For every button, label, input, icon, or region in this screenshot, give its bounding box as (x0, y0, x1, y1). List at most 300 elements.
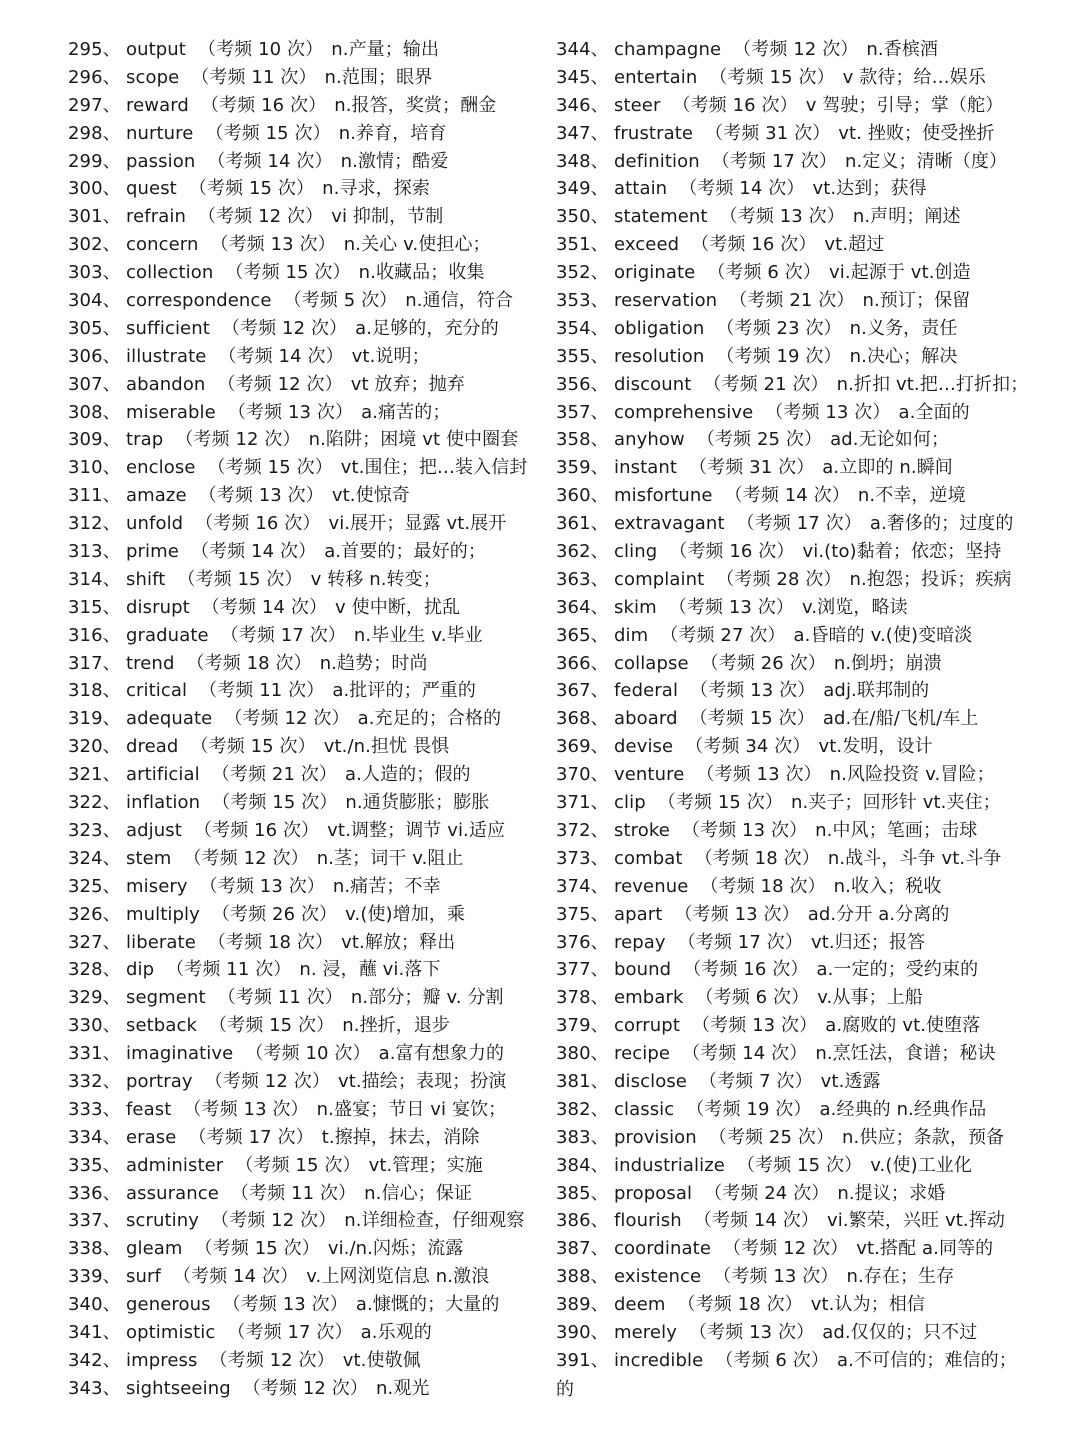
entry-word: amaze (126, 485, 187, 507)
entry-definition: vt.透露 (820, 1070, 881, 1092)
entry-number: 330、 (68, 1015, 121, 1037)
vocab-entry (556, 956, 1056, 984)
entry-word: aboard (614, 708, 678, 730)
entry-word: optimistic (126, 1321, 216, 1343)
entry-frequency: （考频 12 次） (209, 1349, 335, 1371)
entry-number: 352、 (556, 262, 609, 284)
entry-frequency: （考频 15 次） (709, 66, 835, 88)
entry-frequency: （考频 31 次） (705, 122, 831, 144)
vocab-entry (68, 231, 568, 259)
entry-frequency: （考频 12 次） (217, 373, 343, 395)
entry-frequency: （考频 6 次） (695, 987, 810, 1009)
entry-word: extravagant (614, 513, 725, 535)
entry-frequency: （考频 11 次） (217, 987, 343, 1009)
entry-number: 374、 (556, 875, 609, 897)
entry-definition: v 驾驶；引导；掌（舵） (805, 94, 1004, 116)
vocab-entry (556, 259, 1056, 287)
entry-definition: t.擦掉，抹去，消除 (321, 1126, 480, 1148)
entry-definition: a.全面的 (898, 401, 970, 423)
entry-frequency: （考频 23 次） (716, 317, 842, 339)
entry-word: resolution (614, 345, 705, 367)
vocab-entry (68, 343, 568, 371)
entry-number: 383、 (556, 1126, 609, 1148)
entry-number: 339、 (68, 1266, 121, 1288)
entry-frequency: （考频 13 次） (719, 206, 845, 228)
entry-definition: n.通货膨胀；膨胀 (345, 792, 490, 814)
entry-word: concern (126, 234, 199, 256)
entry-word: artificial (126, 764, 200, 786)
entry-word: liberate (126, 931, 196, 953)
entry-number: 315、 (68, 596, 121, 618)
vocab-entry (556, 287, 1056, 315)
entry-number: 378、 (556, 987, 609, 1009)
entry-definition: n.详细检查，仔细观察 (344, 1210, 525, 1232)
vocab-entry (556, 1152, 1056, 1180)
entry-frequency: （考频 12 次） (723, 1238, 849, 1260)
entry-frequency: （考频 15 次） (212, 792, 338, 814)
entry-word: reservation (614, 290, 718, 312)
entry-word: complaint (614, 568, 705, 590)
entry-definition: vi.(to)黏着；依恋；坚持 (802, 541, 1002, 563)
entry-number: 307、 (68, 373, 121, 395)
entry-word: instant (614, 457, 678, 479)
entry-word: dim (614, 624, 649, 646)
vocab-entry (68, 399, 568, 427)
entry-word: corrupt (614, 1015, 680, 1037)
vocab-entry (556, 1347, 1056, 1375)
entry-word: refrain (126, 206, 186, 228)
entry-definition: n.收藏品；收集 (358, 262, 485, 284)
vocab-entry (68, 64, 568, 92)
entry-frequency: （考频 19 次） (716, 345, 842, 367)
entry-frequency: （考频 13 次） (198, 485, 324, 507)
entry-definition: n.痛苦；不幸 (332, 875, 441, 897)
vocab-entry (556, 1124, 1056, 1152)
vocab-entry (556, 929, 1056, 957)
entry-number: 325、 (68, 875, 121, 897)
entry-word: portray (126, 1070, 193, 1092)
entry-number: 350、 (556, 206, 609, 228)
entry-word: definition (614, 150, 700, 172)
entry-number: 320、 (68, 736, 121, 758)
vocab-entry (556, 1207, 1056, 1235)
entry-frequency: （考频 11 次） (166, 959, 292, 981)
entry-number: 360、 (556, 485, 609, 507)
entry-definition: vt.说明； (351, 345, 430, 367)
entry-definition: a.昏暗的 v.(使)变暗淡 (793, 624, 973, 646)
entry-word: nurture (126, 122, 194, 144)
entry-definition: a.慷慨的；大量的 (355, 1294, 500, 1316)
entry-number: 359、 (556, 457, 609, 479)
entry-word: scrutiny (126, 1210, 200, 1232)
entry-word: feast (126, 1098, 172, 1120)
entry-word: output (126, 39, 186, 60)
entry-definition: a.充足的；合格的 (357, 708, 502, 730)
entry-number: 368、 (556, 708, 609, 730)
entry-word: setback (126, 1015, 197, 1037)
vocab-entry (556, 901, 1056, 929)
entry-frequency: （考频 13 次） (713, 1266, 839, 1288)
entry-frequency: （考频 6 次） (715, 1349, 830, 1371)
entry-definition: n.陷阱；困境 vt 使中圈套 (308, 429, 519, 451)
entry-frequency: （考频 26 次） (211, 903, 338, 925)
entry-frequency: （考频 24 次） (704, 1182, 830, 1204)
entry-word: collection (126, 262, 214, 284)
entry-frequency: （考频 16 次） (195, 513, 321, 535)
entry-definition: n.存在；生存 (846, 1266, 955, 1288)
entry-definition: n.烹饪法，食谱；秘诀 (815, 1043, 996, 1065)
entry-word: industrialize (614, 1154, 725, 1176)
entry-definition: v.浏览，略读 (802, 596, 908, 618)
entry-frequency: （考频 12 次） (211, 1210, 337, 1232)
entry-word: inflation (126, 792, 201, 814)
entry-frequency: （考频 18 次） (677, 1294, 803, 1316)
entry-word: graduate (126, 624, 209, 646)
entry-word: attain (614, 178, 668, 200)
entry-frequency: （考频 28 次） (716, 568, 842, 590)
entry-number: 314、 (68, 568, 121, 590)
entry-number: 357、 (556, 401, 609, 423)
entry-number: 335、 (68, 1154, 121, 1176)
entry-frequency: （考频 15 次） (225, 262, 351, 284)
vocab-entry (68, 873, 568, 901)
entry-definition: n.战斗，斗争 vt.斗争 (827, 847, 1002, 869)
entry-definition: n.信心；保证 (364, 1182, 472, 1204)
entry-word: gleam (126, 1238, 183, 1260)
vocab-entry (68, 705, 568, 733)
entry-frequency: （考频 13 次） (681, 819, 808, 841)
entry-frequency: （考频 16 次） (200, 94, 327, 116)
vocab-entry (68, 845, 568, 873)
entry-definition: vt./n.担忧 畏惧 (323, 736, 450, 758)
entry-definition: n.声明；阐述 (852, 206, 961, 228)
left-column (68, 36, 568, 1403)
entry-word: trend (126, 652, 175, 674)
entry-number: 355、 (556, 345, 609, 367)
entry-number: 308、 (68, 401, 121, 423)
entry-word: obligation (614, 317, 705, 339)
entry-definition: a.乐观的 (360, 1321, 432, 1343)
entry-definition: vt.使惊奇 (331, 485, 410, 507)
entry-definition: v.(使)增加，乘 (345, 903, 466, 925)
vocab-entry (556, 92, 1056, 120)
entry-number: 381、 (556, 1070, 609, 1092)
vocab-entry (556, 873, 1056, 901)
entry-frequency: （考频 12 次） (224, 708, 350, 730)
entry-word: coordinate (614, 1238, 712, 1260)
entry-frequency: （考频 13 次） (674, 903, 800, 925)
entry-number: 384、 (556, 1154, 609, 1176)
vocab-entry (556, 566, 1056, 594)
entry-word: anyhow (614, 429, 685, 451)
entry-frequency: （考频 21 次） (703, 373, 829, 395)
entry-word: sightseeing (126, 1377, 231, 1399)
vocab-entry (556, 64, 1056, 92)
entry-word: imaginative (126, 1043, 234, 1065)
entry-word: exceed (614, 234, 680, 256)
entry-word: miserable (126, 401, 216, 423)
entry-number: 354、 (556, 317, 609, 339)
vocab-entry (68, 1319, 568, 1347)
entry-word: shift (126, 568, 166, 590)
entry-definition: a.不可信的；难信的； (837, 1349, 1017, 1371)
vocab-entry (68, 259, 568, 287)
vocab-entry (556, 594, 1056, 622)
entry-frequency: （考频 15 次） (177, 568, 303, 590)
entry-frequency: （考频 15 次） (736, 1154, 863, 1176)
entry-number: 391、 (556, 1349, 609, 1371)
vocab-entry (68, 426, 568, 454)
entry-number: 370、 (556, 764, 609, 786)
vocab-entry (556, 761, 1056, 789)
entry-definition: a.腐败的 vt.使堕落 (825, 1015, 981, 1037)
entry-frequency: （考频 17 次） (220, 624, 346, 646)
entry-definition: n.盛宴；节日 vi 宴饮； (316, 1098, 507, 1120)
entry-frequency: （考频 25 次） (708, 1126, 835, 1148)
entry-definition: vt.发明，设计 (818, 736, 933, 758)
entry-definition: adj.联邦制的 (823, 680, 930, 702)
vocab-entry (68, 1040, 568, 1068)
entry-word: unfold (126, 513, 184, 535)
entry-number: 361、 (556, 513, 609, 535)
entry-word: multiply (126, 903, 200, 925)
entry-word: scope (126, 66, 180, 88)
vocab-entry (556, 845, 1056, 873)
entry-definition: v 款待；给…娱乐 (842, 66, 986, 88)
entry-word: flourish (614, 1210, 682, 1232)
entry-frequency: （考频 14 次） (693, 1210, 819, 1232)
entry-frequency: （考频 13 次） (668, 596, 794, 618)
entry-frequency: （考频 15 次） (190, 736, 316, 758)
entry-number: 369、 (556, 736, 609, 758)
vocab-entry (68, 1124, 568, 1152)
entry-word: recipe (614, 1043, 671, 1065)
vocab-entry (68, 566, 568, 594)
entry-definition: n.香槟酒 (866, 39, 939, 60)
entry-frequency: （考频 11 次） (230, 1182, 357, 1204)
vocab-entry (556, 510, 1056, 538)
entry-number: 380、 (556, 1043, 609, 1065)
entry-frequency: （考频 6 次） (707, 262, 822, 284)
entry-word: impress (126, 1349, 198, 1371)
entry-definition: ad.仅仅的；只不过 (822, 1321, 978, 1343)
entry-definition: a.立即的 n.瞬间 (822, 457, 953, 479)
entry-frequency: （考频 11 次） (191, 66, 317, 88)
entry-definition: ad.在/船/飞机/车上 (822, 708, 979, 730)
entry-frequency: （考频 12 次） (221, 317, 348, 339)
vocab-entry (68, 650, 568, 678)
entry-definition: v 使中断，扰乱 (335, 596, 461, 618)
entry-frequency: （考频 21 次） (211, 764, 338, 786)
vocab-entry (68, 454, 568, 482)
entry-frequency: （考频 19 次） (686, 1098, 812, 1120)
entry-definition: vt.归还；报答 (810, 931, 926, 953)
entry-word: frustrate (614, 122, 694, 144)
vocab-entry (68, 1012, 568, 1040)
entry-number: 326、 (68, 903, 121, 925)
entry-definition: a.人造的；假的 (345, 764, 471, 786)
entry-word: sufficient (126, 317, 210, 339)
vocab-entry (68, 538, 568, 566)
entry-frequency: （考频 14 次） (190, 541, 317, 563)
vocab-entry (556, 36, 1056, 64)
entry-definition: n.倒坍；崩溃 (833, 652, 942, 674)
entry-word: comprehensive (614, 401, 754, 423)
entry-number: 375、 (556, 903, 609, 925)
vocab-entry (68, 1180, 568, 1208)
entry-word: misery (126, 875, 188, 897)
vocab-entry (556, 148, 1056, 176)
entry-definition: a.富有想象力的 (378, 1043, 505, 1065)
entry-frequency: （考频 10 次） (197, 39, 324, 60)
entry-word: surf (126, 1266, 161, 1288)
entry-number: 329、 (68, 987, 121, 1009)
vocab-entry (556, 1096, 1056, 1124)
entry-definition: n.范围；眼界 (324, 66, 433, 88)
vocab-entry (556, 426, 1056, 454)
entry-number: 306、 (68, 345, 121, 367)
entry-frequency: （考频 10 次） (245, 1043, 371, 1065)
vocab-entry (556, 1040, 1056, 1068)
entry-frequency: （考频 18 次） (700, 875, 826, 897)
entry-word: repay (614, 931, 666, 953)
entry-number: 363、 (556, 568, 609, 590)
entry-number: 327、 (68, 931, 121, 953)
vocab-entry (556, 120, 1056, 148)
entry-definition: n.中风；笔画；击球 (815, 819, 978, 841)
entry-number: 367、 (556, 680, 609, 702)
entry-frequency: （考频 7 次） (698, 1070, 813, 1092)
entry-word: assurance (126, 1182, 219, 1204)
entry-number: 296、 (68, 66, 121, 88)
entry-frequency: （考频 13 次） (199, 875, 325, 897)
entry-word: skim (614, 596, 657, 618)
entry-number: 372、 (556, 819, 609, 841)
entry-definition: n.提议；求婚 (837, 1182, 946, 1204)
entry-number: 340、 (68, 1294, 121, 1316)
entry-definition: n.茎；词干 v.阻止 (316, 847, 464, 869)
entry-number: 295、 (68, 39, 121, 60)
entry-frequency: （考频 13 次） (692, 1015, 818, 1037)
entry-frequency: （考频 16 次） (683, 959, 809, 981)
entry-number: 323、 (68, 819, 121, 841)
entry-definition: n.养育，培育 (338, 122, 447, 144)
entry-definition: v 转移 n.转变； (310, 568, 441, 590)
vocab-entry (556, 622, 1056, 650)
vocab-entry (68, 287, 568, 315)
entry-word: cling (614, 541, 658, 563)
entry-definition: n.产量；输出 (331, 39, 440, 60)
entry-number: 331、 (68, 1043, 121, 1065)
entry-definition: n.定义；清晰（度） (844, 150, 1008, 172)
vocab-entry (68, 510, 568, 538)
entry-frequency: （考频 13 次） (183, 1098, 309, 1120)
vocab-entry (68, 92, 568, 120)
entry-word: incredible (614, 1349, 704, 1371)
entry-frequency: （考频 16 次） (193, 819, 320, 841)
entry-number: 300、 (68, 178, 121, 200)
entry-number: 317、 (68, 652, 121, 674)
entry-frequency: （考频 15 次） (235, 1154, 361, 1176)
entry-frequency: （考频 18 次） (207, 931, 334, 953)
entry-frequency: （考频 17 次） (736, 513, 862, 535)
entry-number: 322、 (68, 792, 121, 814)
entry-word: reward (126, 94, 189, 116)
entry-definition: a.批评的；严重的 (332, 680, 476, 702)
entry-frequency: （考频 17 次） (711, 150, 837, 172)
vocab-entry (68, 315, 568, 343)
entry-word: merely (614, 1321, 677, 1343)
entry-frequency: （考频 13 次） (690, 680, 816, 702)
vocab-entry (68, 622, 568, 650)
entry-word: misfortune (614, 485, 713, 507)
vocab-entry (556, 538, 1056, 566)
entry-word: adjust (126, 819, 182, 841)
entry-number: 376、 (556, 931, 609, 953)
vocab-entry (556, 984, 1056, 1012)
entry-definition: vi.起源于 vt.创造 (829, 262, 971, 284)
entry-frequency: （考频 12 次） (175, 429, 301, 451)
entry-word: combat (614, 847, 683, 869)
vocab-entry (68, 482, 568, 510)
right-column (556, 36, 1056, 1375)
entry-word: originate (614, 262, 696, 284)
entry-definition: n.夹子；回形针 vt.夹住； (790, 792, 1001, 814)
vocab-entry (556, 482, 1056, 510)
entry-frequency: （考频 17 次） (677, 931, 803, 953)
entry-definition: n.趋势；时尚 (319, 652, 428, 674)
vocab-entry (68, 929, 568, 957)
entry-number: 382、 (556, 1098, 609, 1120)
entry-definition: n.报答，奖赏；酬金 (334, 94, 497, 116)
entry-word: stroke (614, 819, 670, 841)
entry-word: correspondence (126, 290, 272, 312)
entry-number: 309、 (68, 429, 121, 451)
vocab-entry (556, 733, 1056, 761)
entry-word: trap (126, 429, 164, 451)
vocab-entry (68, 36, 568, 64)
entry-number: 310、 (68, 457, 121, 479)
vocab-entry (556, 175, 1056, 203)
entry-definition: n.关心 v.使担心； (343, 234, 491, 256)
entry-word: critical (126, 680, 188, 702)
entry-word: classic (614, 1098, 675, 1120)
entry-number: 344、 (556, 39, 609, 60)
entry-number: 386、 (556, 1210, 609, 1232)
entry-word: enclose (126, 457, 196, 479)
entry-word: stem (126, 847, 172, 869)
vocab-entry (68, 901, 568, 929)
entry-frequency: （考频 27 次） (660, 624, 786, 646)
vocab-entry (68, 1096, 568, 1124)
entry-number: 341、 (68, 1321, 121, 1343)
entry-word: generous (126, 1294, 211, 1316)
entry-word: prime (126, 541, 179, 563)
vocab-entry (68, 148, 568, 176)
entry-word: steer (614, 94, 661, 116)
entry-definition: n.挫折，退步 (342, 1015, 451, 1037)
entry-definition: vt.解放；释出 (341, 931, 456, 953)
entry-number: 312、 (68, 513, 121, 535)
entry-number: 371、 (556, 792, 609, 814)
entry-number: 337、 (68, 1210, 121, 1232)
vocab-entry (556, 399, 1056, 427)
entry-word: entertain (614, 66, 698, 88)
entry-frequency: （考频 14 次） (201, 596, 328, 618)
entry-word: provision (614, 1126, 697, 1148)
entry-definition: vt.搭配 a.同等的 (856, 1238, 994, 1260)
entry-definition: v.从事；上船 (817, 987, 923, 1009)
